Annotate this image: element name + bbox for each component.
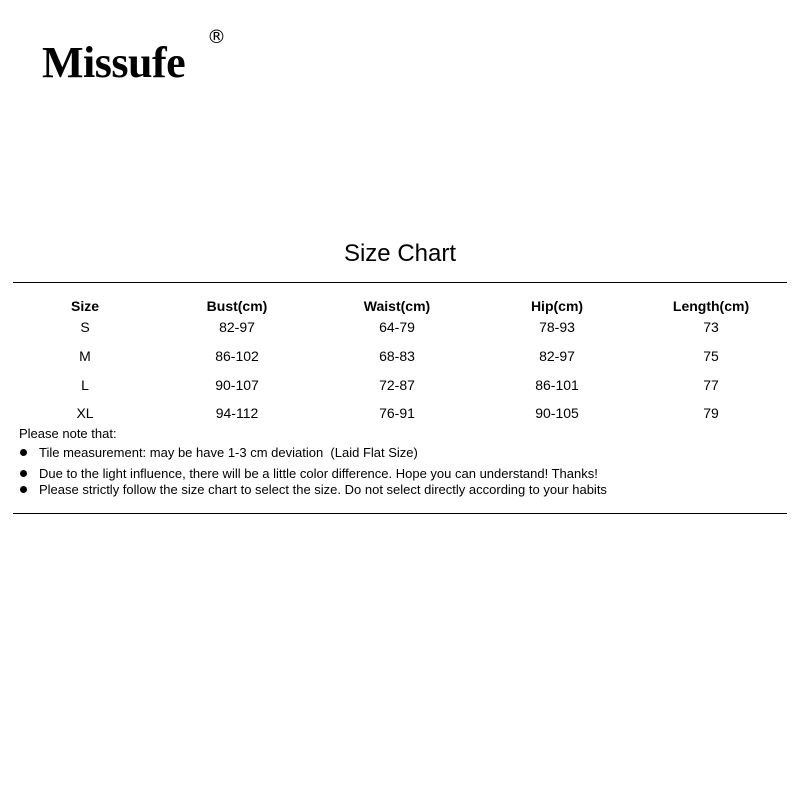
table-row bbox=[0, 403, 800, 423]
hip-cell: 82-97 bbox=[539, 348, 575, 364]
table-row bbox=[0, 346, 800, 366]
brand-logo: Missufe bbox=[42, 38, 186, 87]
bottom-divider bbox=[13, 513, 787, 514]
note-item bbox=[19, 445, 607, 461]
note-text: Please strictly follow the size chart to select the size. Do not select directly according to your habits bbox=[39, 482, 607, 497]
header-length: Length(cm) bbox=[672, 298, 750, 314]
table-header-row bbox=[0, 296, 800, 316]
size-cell: L bbox=[81, 377, 89, 393]
bust-cell: 90-107 bbox=[215, 377, 259, 393]
header-size: Size bbox=[70, 298, 99, 314]
top-divider bbox=[13, 282, 787, 283]
size-cell: S bbox=[80, 319, 90, 335]
waist-cell: 68-83 bbox=[379, 348, 415, 364]
note-item bbox=[19, 482, 607, 498]
registered-mark: ® bbox=[207, 26, 226, 48]
hip-cell: 90-105 bbox=[535, 405, 579, 421]
note-item bbox=[19, 466, 607, 482]
note-text: Tile measurement: may be have 1-3 cm deviation (Laid Flat Size) bbox=[39, 445, 418, 460]
table-row bbox=[0, 375, 800, 395]
notes-heading: Please note that: bbox=[19, 426, 117, 441]
bullet-dot-icon bbox=[20, 486, 27, 493]
hip-cell: 86-101 bbox=[535, 377, 579, 393]
waist-cell: 76-91 bbox=[379, 405, 415, 421]
length-cell: 79 bbox=[703, 405, 719, 421]
note-text: Due to the light influence, there will be a little color difference. Hope you can understand! Thanks! bbox=[39, 466, 598, 481]
size-cell: XL bbox=[76, 405, 94, 421]
header-bust: Bust(cm) bbox=[206, 298, 268, 314]
waist-cell: 72-87 bbox=[379, 377, 415, 393]
table-row bbox=[0, 317, 800, 337]
header-hip: Hip(cm) bbox=[530, 298, 584, 314]
waist-cell: 64-79 bbox=[379, 319, 415, 335]
notes-list bbox=[19, 445, 607, 498]
bust-cell: 82-97 bbox=[219, 319, 255, 335]
size-cell: M bbox=[79, 348, 91, 364]
page-title: Size Chart bbox=[343, 240, 457, 267]
bust-cell: 86-102 bbox=[215, 348, 259, 364]
length-cell: 75 bbox=[703, 348, 719, 364]
bust-cell: 94-112 bbox=[215, 405, 259, 421]
bullet-dot-icon bbox=[20, 470, 27, 477]
bullet-dot-icon bbox=[20, 449, 27, 456]
hip-cell: 78-93 bbox=[539, 319, 575, 335]
header-waist: Waist(cm) bbox=[363, 298, 431, 314]
length-cell: 73 bbox=[703, 319, 719, 335]
length-cell: 77 bbox=[703, 377, 719, 393]
